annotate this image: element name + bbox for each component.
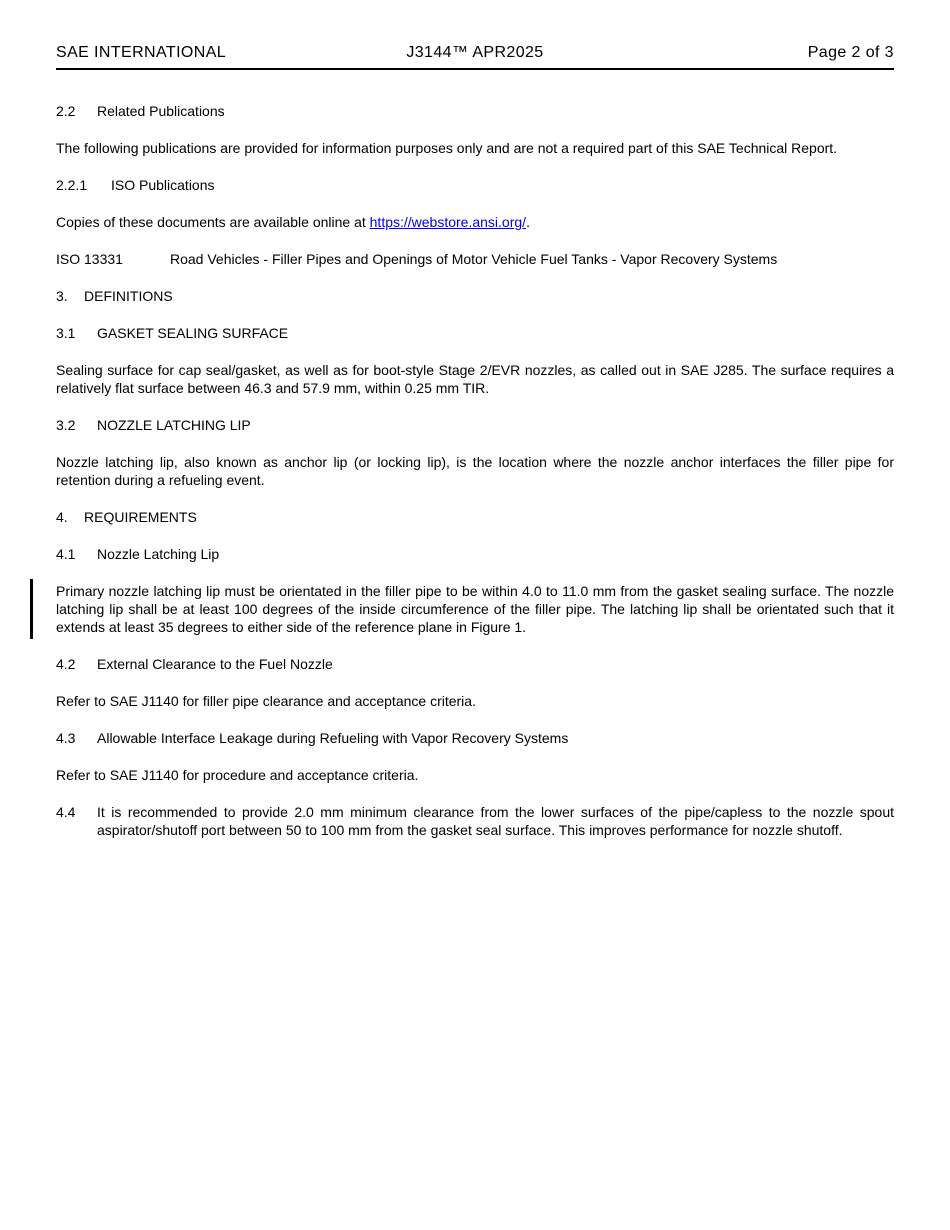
item-4-4 (56, 803, 894, 839)
document-body (56, 102, 894, 839)
paragraph-nozzle-latching-lip-def: Nozzle latching lip, also known as anchor lip (or locking lip), is the location where the nozzle anchor interfaces the filler pipe for retention during a refueling event. (56, 454, 894, 488)
iso-reference-number: ISO 13331 (56, 251, 123, 267)
revised-paragraph-container (56, 582, 894, 636)
heading-3-2 (56, 416, 894, 434)
heading-title: Allowable Interface Leakage during Refueling with Vapor Recovery Systems (97, 730, 569, 746)
paragraph-copies (56, 213, 894, 231)
heading-4 (56, 508, 894, 526)
heading-2-2 (56, 102, 894, 120)
page-header (56, 44, 894, 70)
heading-3 (56, 287, 894, 305)
heading-number: 4. (56, 509, 68, 525)
paragraph-gasket-sealing-surface: Sealing surface for cap seal/gasket, as well as for boot-style Stage 2/EVR nozzles, as called out in SAE J285. The surface requires a relatively flat surface between 46.3 and 57.9 mm, within 0.25 mm TIR. (56, 362, 894, 396)
heading-number: 3.1 (56, 325, 76, 341)
heading-number: 4.2 (56, 656, 76, 672)
header-page-number: Page 2 of 3 (807, 44, 894, 61)
heading-4-2 (56, 655, 894, 673)
paragraph-nozzle-latching-lip-req: Primary nozzle latching lip must be orientated in the filler pipe to be within 4.0 to 11.0 mm from the gasket sealing surface. The nozzle latching lip shall be at least 100 degrees of the inside circumference of the filler pipe. The latching lip shall be orientated such that it extends at least 35 degrees to either side of the reference plane in Figure 1. (56, 583, 894, 635)
revision-change-bar (30, 579, 33, 639)
heading-2-2-1 (56, 176, 894, 194)
heading-title: ISO Publications (111, 177, 215, 193)
heading-title: External Clearance to the Fuel Nozzle (97, 656, 333, 672)
heading-number: 4.3 (56, 730, 76, 746)
heading-number: 3. (56, 288, 68, 304)
header-publisher: SAE INTERNATIONAL (56, 44, 227, 61)
heading-title: NOZZLE LATCHING LIP (97, 417, 251, 433)
heading-number: 2.2.1 (56, 177, 88, 193)
heading-number: 2.2 (56, 103, 76, 119)
heading-title: GASKET SEALING SURFACE (97, 325, 289, 341)
item-number: 4.4 (56, 804, 76, 820)
iso-reference (56, 250, 894, 268)
iso-reference-title: Road Vehicles - Filler Pipes and Openings of Motor Vehicle Fuel Tanks - Vapor Recovery Systems (170, 251, 778, 267)
header-doc-number: J3144™ APR2025 (406, 44, 544, 61)
heading-title: REQUIREMENTS (84, 509, 197, 525)
heading-4-1 (56, 545, 894, 563)
copies-period: . (526, 214, 530, 230)
heading-title: DEFINITIONS (84, 288, 173, 304)
heading-title: Nozzle Latching Lip (97, 546, 220, 562)
heading-number: 4.1 (56, 546, 76, 562)
item-text: It is recommended to provide 2.0 mm minimum clearance from the lower surfaces of the pipe/capless to the nozzle spout aspirator/shutoff port between 50 to 100 mm from the gasket seal surface. This improves performance for nozzle shutoff. (97, 804, 894, 838)
copies-text: Copies of these documents are available online at (56, 214, 370, 230)
webstore-link[interactable]: https://webstore.ansi.org/ (369, 214, 527, 230)
heading-3-1 (56, 324, 894, 342)
paragraph-external-clearance: Refer to SAE J1140 for filler pipe clearance and acceptance criteria. (56, 693, 476, 709)
heading-number: 3.2 (56, 417, 76, 433)
heading-4-3 (56, 729, 894, 747)
paragraph-related-publications: The following publications are provided for information purposes only and are not a required part of this SAE Technical Report. (56, 140, 838, 156)
heading-title: Related Publications (97, 103, 225, 119)
paragraph-interface-leakage: Refer to SAE J1140 for procedure and acceptance criteria. (56, 767, 419, 783)
